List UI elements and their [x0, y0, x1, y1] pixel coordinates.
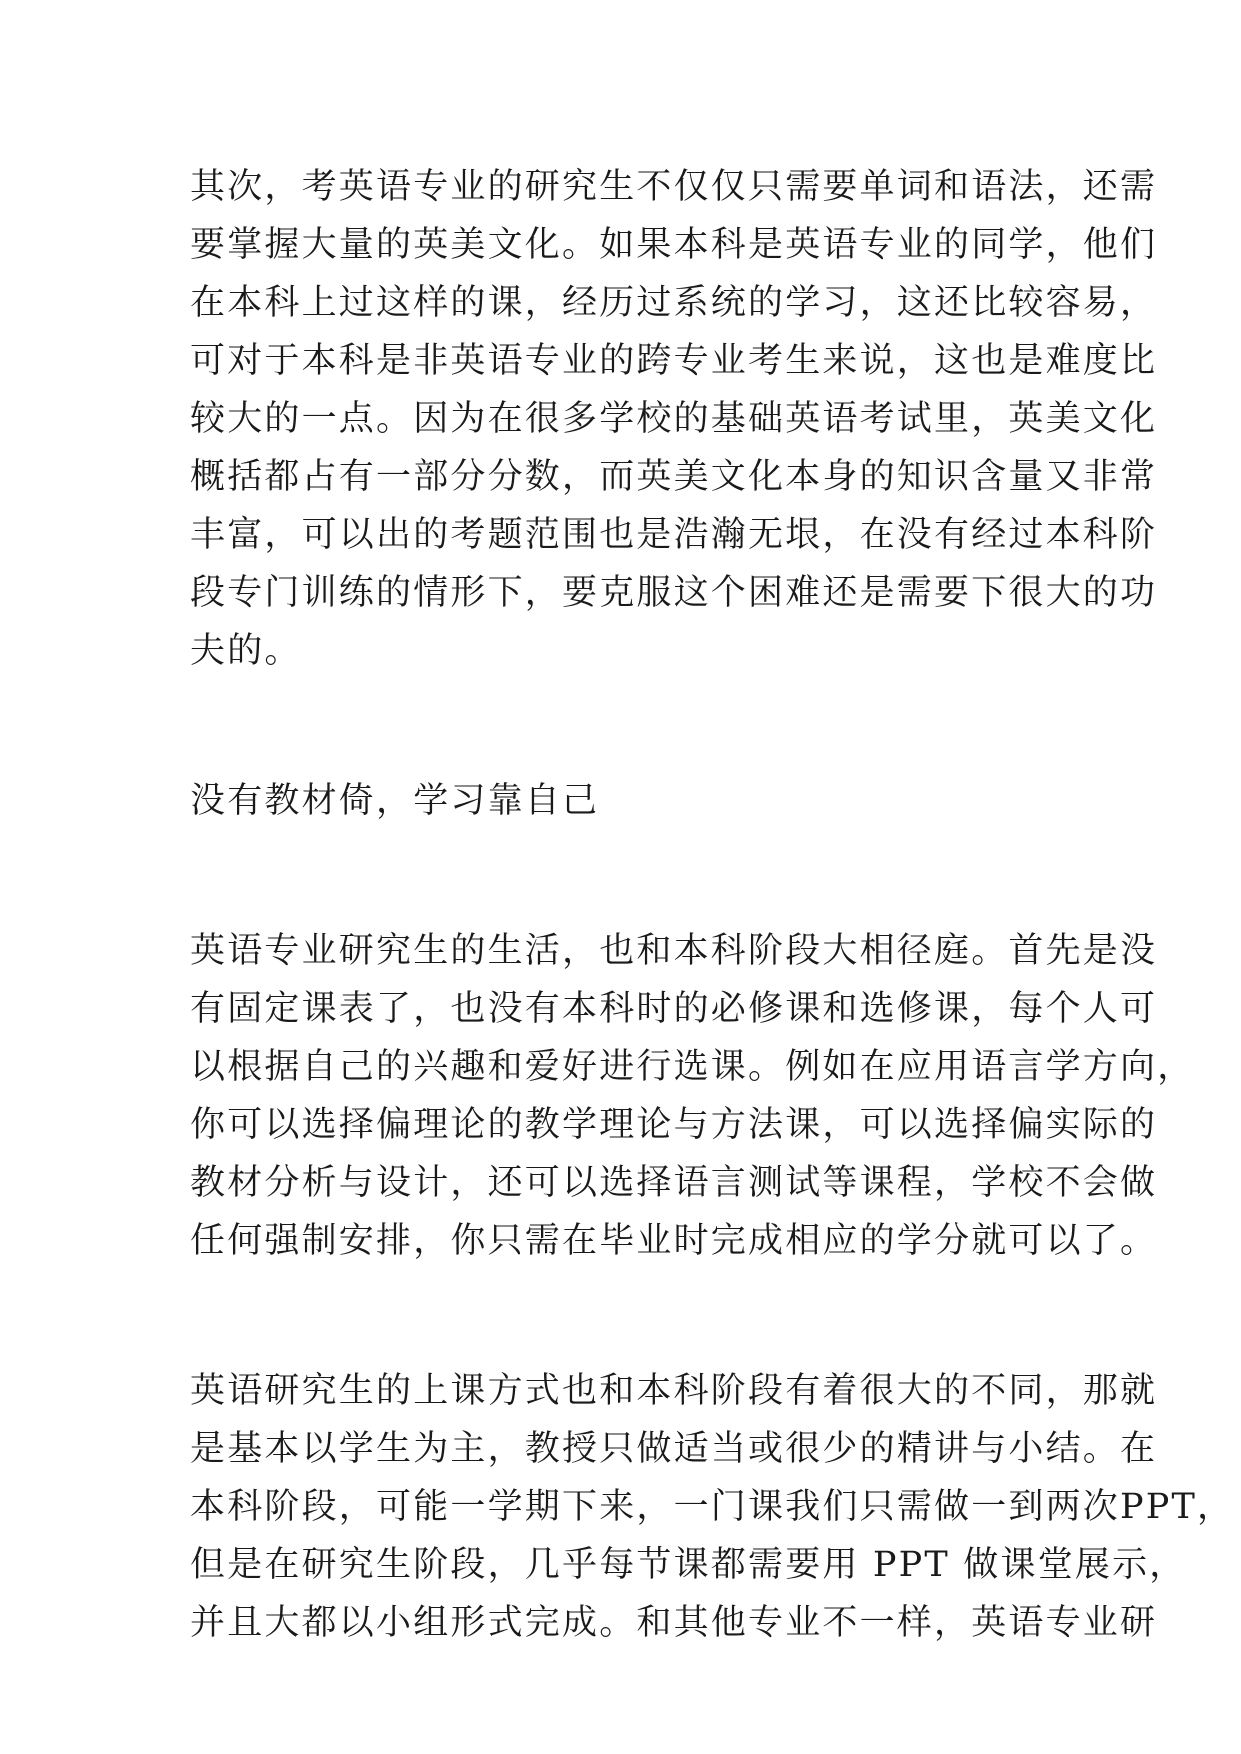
text-line: 你可以选择偏理论的教学理论与方法课，可以选择偏实际的 — [190, 1105, 1158, 1145]
paragraph-gap — [190, 680, 1060, 772]
paragraph-class-format — [190, 1362, 1235, 1652]
text-line: 以根据自己的兴趣和爱好进行选课。例如在应用语言学方向， — [190, 1047, 1195, 1087]
text-line: 夫的。 — [190, 631, 302, 671]
text-line: 英语研究生的上课方式也和本科阶段有着很大的不同，那就 — [190, 1371, 1158, 1411]
text-line: 段专门训练的情形下，要克服这个困难还是需要下很大的功 — [190, 573, 1158, 613]
paragraph-gap — [190, 830, 1060, 922]
text-line: 任何强制安排，你只需在毕业时完成相应的学分就可以了。 — [190, 1221, 1158, 1261]
paragraph-course-selection — [190, 922, 1195, 1270]
heading-text: 没有教材倚，学习靠自己 — [190, 781, 600, 821]
text-line: 并且大都以小组形式完成。和其他专业不一样，英语专业研 — [190, 1603, 1158, 1643]
paragraph-culture — [190, 158, 1158, 680]
text-line: 其次，考英语专业的研究生不仅仅只需要单词和语法，还需 — [190, 167, 1158, 207]
text-line: 要掌握大量的英美文化。如果本科是英语专业的同学，他们 — [190, 225, 1158, 265]
text-line: 教材分析与设计，还可以选择语言测试等课程，学校不会做 — [190, 1163, 1158, 1203]
document-page — [190, 158, 1235, 1652]
text-line: 概括都占有一部分分数，而英美文化本身的知识含量又非常 — [190, 457, 1158, 497]
text-line: 可对于本科是非英语专业的跨专业考生来说，这也是难度比 — [190, 341, 1158, 381]
paragraph-gap — [190, 1270, 1060, 1362]
text-line: 较大的一点。因为在很多学校的基础英语考试里，英美文化 — [190, 399, 1158, 439]
text-line: 有固定课表了，也没有本科时的必修课和选修课，每个人可 — [190, 989, 1158, 1029]
section-heading — [190, 772, 1060, 830]
text-line: 在本科上过这样的课，经历过系统的学习，这还比较容易， — [190, 283, 1158, 323]
text-line: 本科阶段，可能一学期下来，一门课我们只需做一到两次PPT， — [190, 1487, 1235, 1527]
text-line: 英语专业研究生的生活，也和本科阶段大相径庭。首先是没 — [190, 931, 1158, 971]
text-line: 是基本以学生为主，教授只做适当或很少的精讲与小结。在 — [190, 1429, 1158, 1469]
text-line: 丰富，可以出的考题范围也是浩瀚无垠，在没有经过本科阶 — [190, 515, 1158, 555]
text-line: 但是在研究生阶段，几乎每节课都需要用 PPT 做课堂展示， — [190, 1545, 1187, 1585]
